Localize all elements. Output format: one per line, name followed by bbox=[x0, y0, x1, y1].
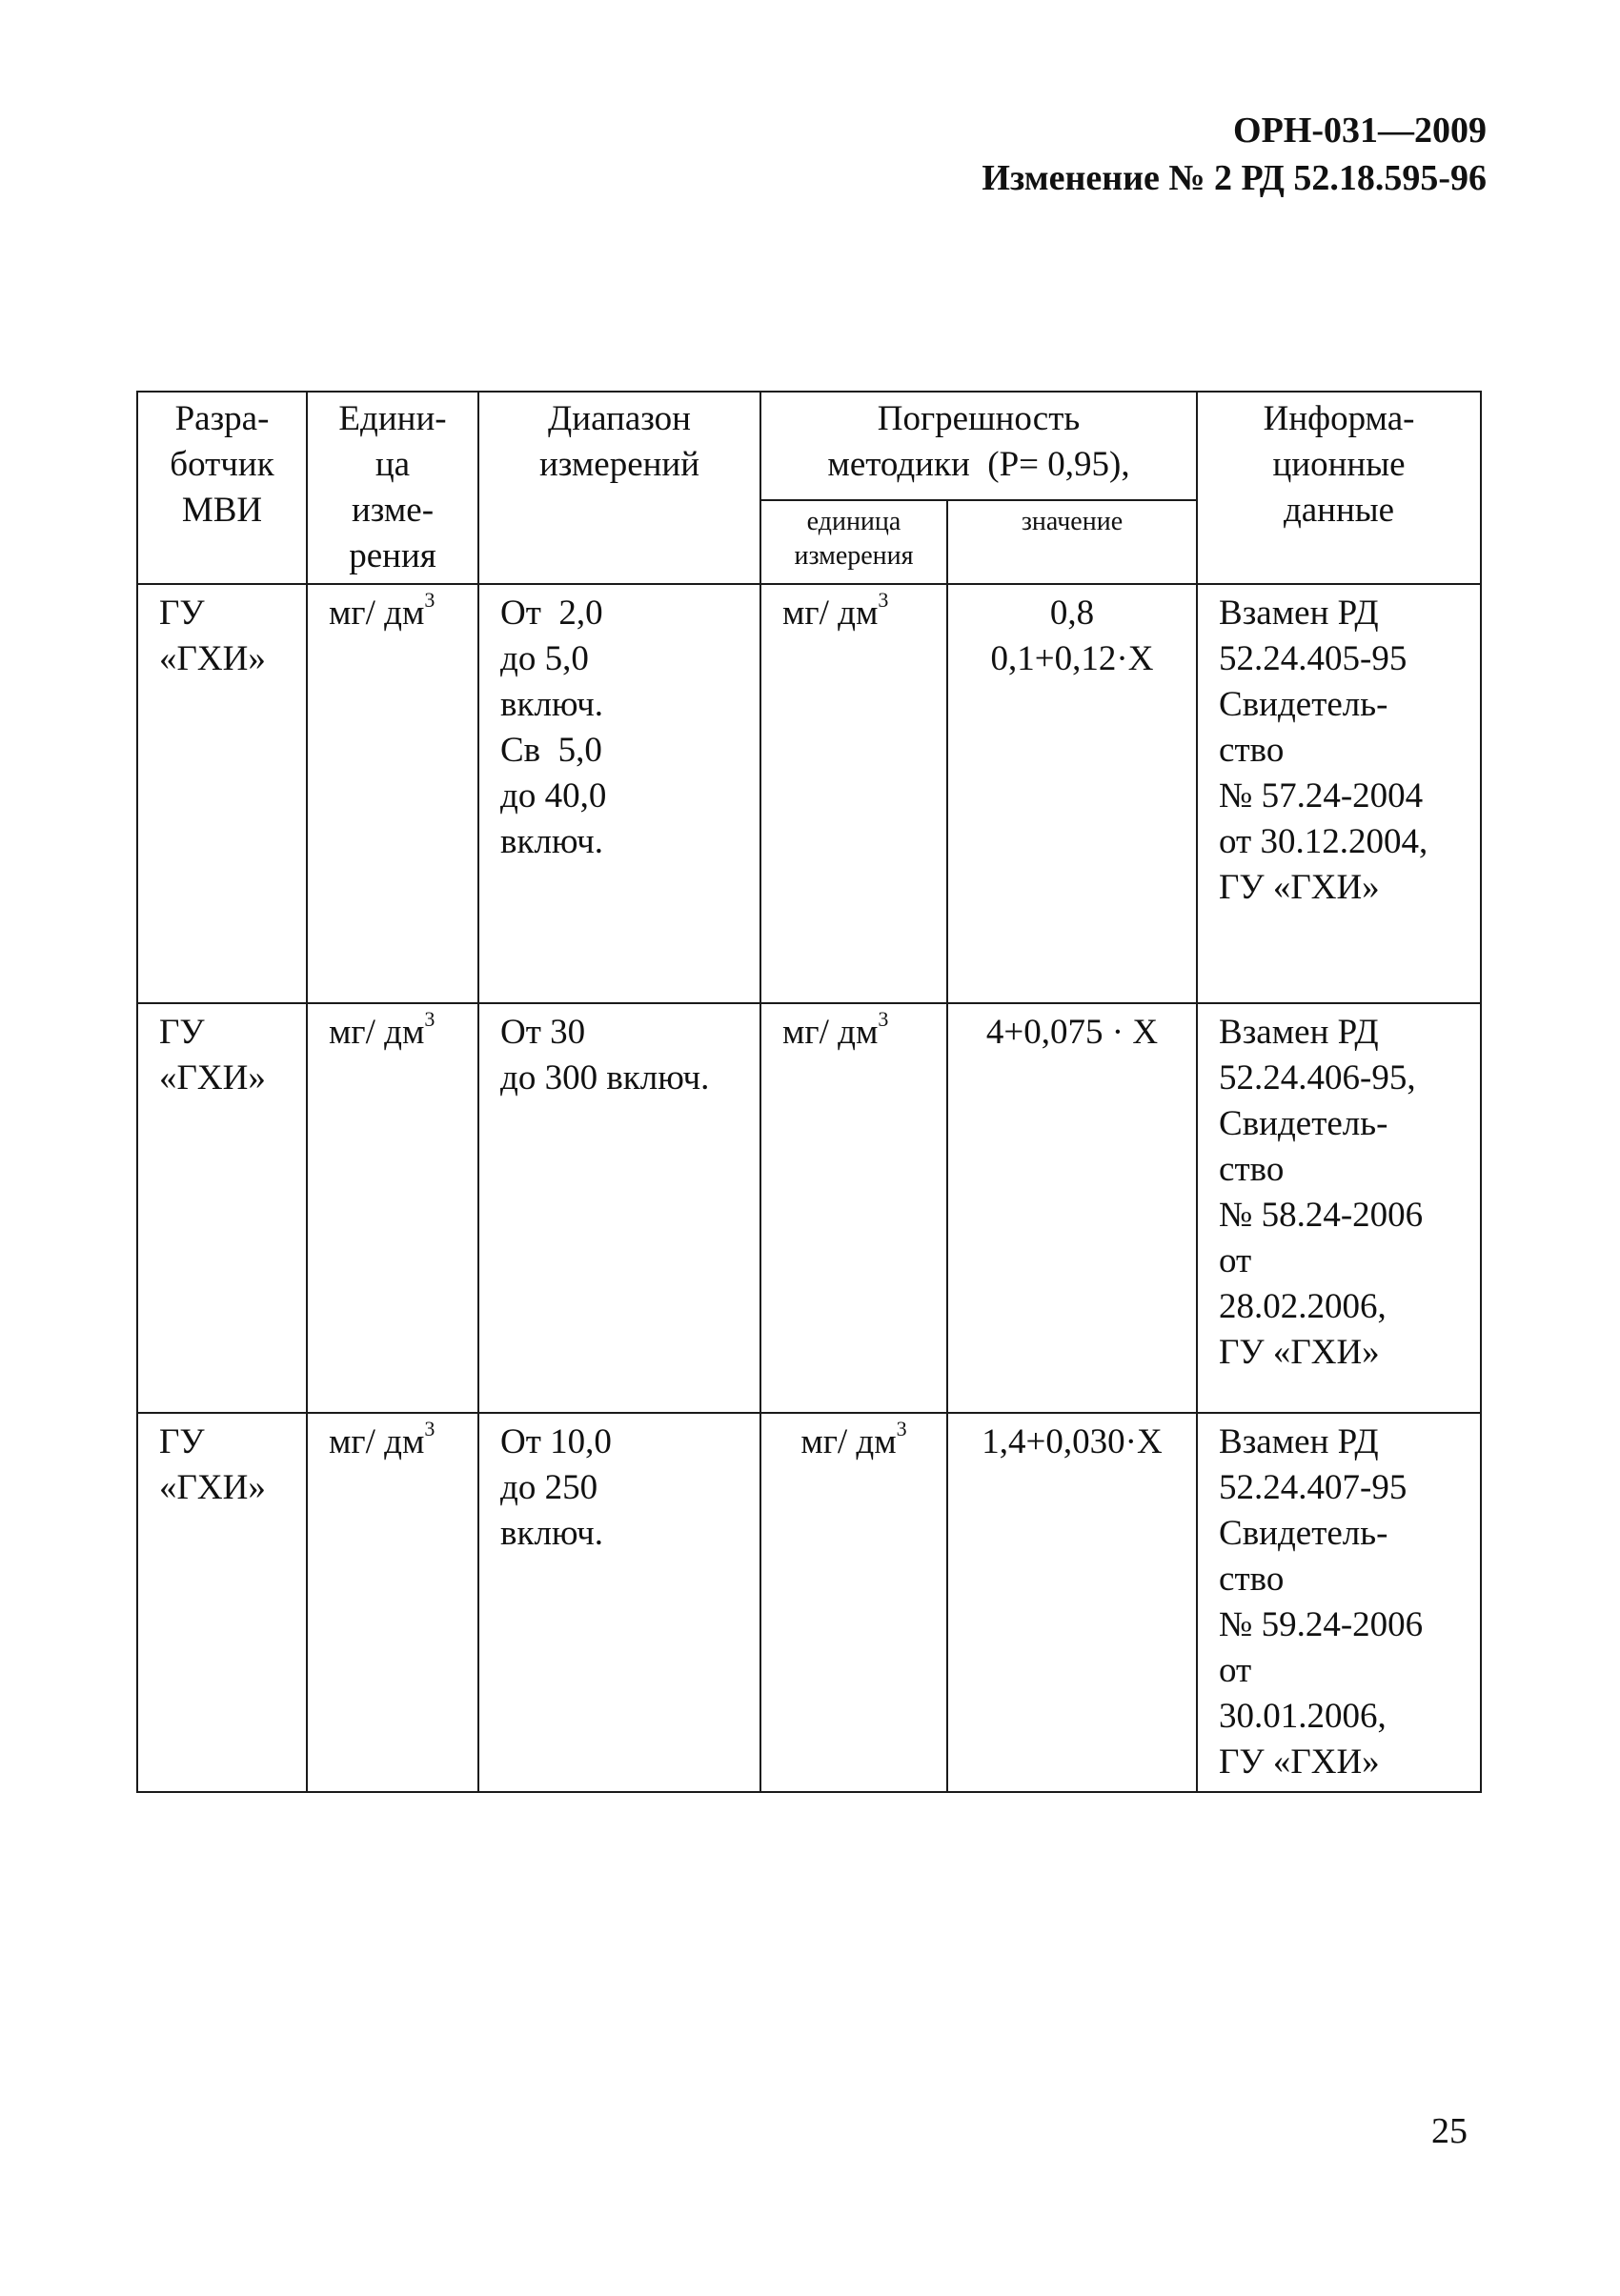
cell-info: Взамен РД 52.24.406-95, Свидетель- ство № 58.24-2006 от 28.02.2006, ГУ «ГХИ» bbox=[1197, 1003, 1481, 1413]
document-header bbox=[982, 107, 1487, 202]
header-unit: Едини- ца изме- рения bbox=[307, 392, 478, 584]
cell-range: От 10,0 до 250 включ. bbox=[478, 1413, 760, 1792]
header-range: Диапазон измерений bbox=[478, 392, 760, 584]
mvi-table bbox=[136, 391, 1482, 1793]
table-row bbox=[137, 584, 1481, 1003]
header-error: Погрешность методики (Р= 0,95), bbox=[760, 392, 1197, 500]
cell-error-value: 0,8 0,1+0,12·Х bbox=[947, 584, 1197, 1003]
cell-unit: мг/ $дм^3$ bbox=[307, 584, 478, 1003]
cell-error-value: 1,4+0,030·Х bbox=[947, 1413, 1197, 1792]
cell-unit: мг/ $дм^3$ bbox=[307, 1003, 478, 1413]
header-developer: Разра- ботчик МВИ bbox=[137, 392, 307, 584]
table-row bbox=[137, 1003, 1481, 1413]
cell-range: От 30 до 300 включ. bbox=[478, 1003, 760, 1413]
cell-error-unit: мг/ $дм^3$ bbox=[760, 584, 947, 1003]
cell-info: Взамен РД 52.24.407-95 Свидетель- ство № 59.24-2006 от 30.01.2006, ГУ «ГХИ» bbox=[1197, 1413, 1481, 1792]
header-error-unit: единица измерения bbox=[760, 500, 947, 584]
cell-developer: ГУ «ГХИ» bbox=[137, 584, 307, 1003]
cell-error-value: 4+0,075 · Х bbox=[947, 1003, 1197, 1413]
document-code: ОРН-031—2009 bbox=[1233, 111, 1487, 151]
header-error-value: значение bbox=[947, 500, 1197, 584]
cell-unit: мг/ $дм^3$ bbox=[307, 1413, 478, 1792]
cell-error-unit: мг/ $дм^3$ bbox=[760, 1413, 947, 1792]
cell-error-unit: мг/ $дм^3$ bbox=[760, 1003, 947, 1413]
document-change-title: Изменение № 2 РД 52.18.595-96 bbox=[982, 158, 1487, 198]
cell-info: Взамен РД 52.24.405-95 Свидетель- ство № 57.24-2004 от 30.12.2004, ГУ «ГХИ» bbox=[1197, 584, 1481, 1003]
cell-developer: ГУ «ГХИ» bbox=[137, 1413, 307, 1792]
cell-range: От 2,0 до 5,0 включ. Св 5,0 до 40,0 включ. bbox=[478, 584, 760, 1003]
cell-developer: ГУ «ГХИ» bbox=[137, 1003, 307, 1413]
table-row bbox=[137, 1413, 1481, 1792]
header-info: Информа- ционные данные bbox=[1197, 392, 1481, 584]
page-number: 25 bbox=[1431, 2111, 1468, 2151]
